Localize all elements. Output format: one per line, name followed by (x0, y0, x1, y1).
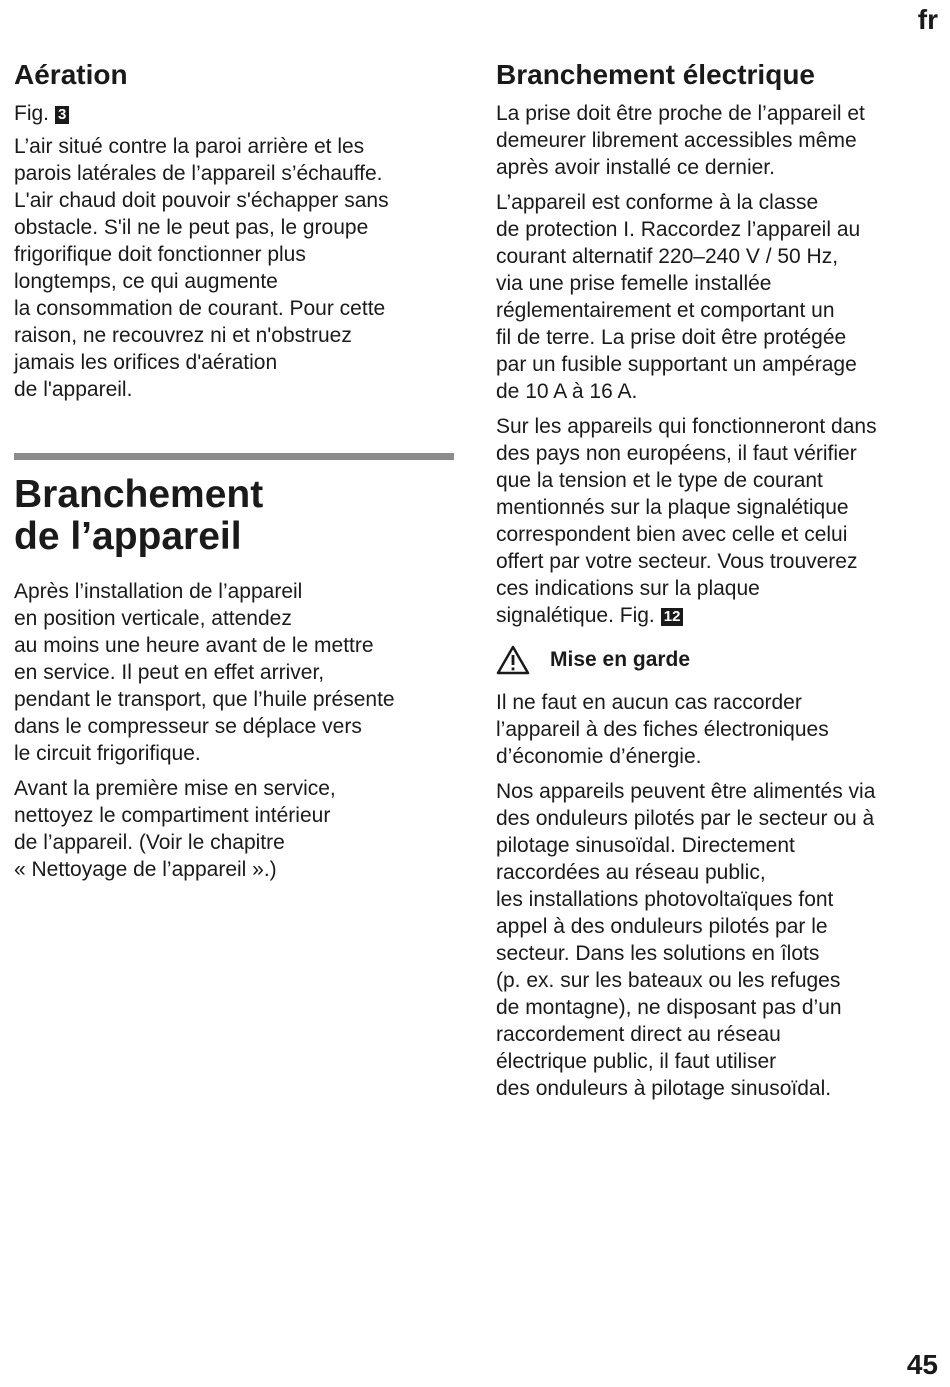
section-divider (14, 453, 454, 460)
branchement-paragraph-1: Après l’installation de l’appareil en position verticale, attendez au moins une heure avant de le mettre en service. Il peut en effet arriver, pendant le transport, que l’huile présente dans le compresseur se déplace vers le circuit frigorifique. (14, 580, 395, 765)
figure-number-badge: 3 (55, 106, 69, 124)
page-number: 45 (906, 1349, 938, 1380)
warning-triangle-icon (496, 645, 530, 675)
electrical-paragraph-3 (496, 413, 936, 629)
electrical-paragraph-5: Nos appareils peuvent être alimentés via des onduleurs pilotés par le secteur ou à pilotage sinusoïdal. Directement raccordées au réseau public, les installations photovoltaïques font appel à des onduleurs pilotés par le secteur. Dans les solutions en îlots (p. ex. sur les bateaux ou les refuges de montagne), ne disposant pas d’un raccordement direct au réseau électrique public, il faut utiliser des onduleurs à pilotage sinusoïdal. (496, 780, 876, 1100)
electrical-paragraph-1: La prise doit être proche de l’appareil et demeurer librement accessibles même après avoir installé ce dernier. (496, 102, 865, 179)
left-column (14, 58, 456, 891)
language-marker: fr (917, 4, 938, 35)
aeration-body: L’air situé contre la paroi arrière et les parois latérales de l’appareil s’échauffe. L'air chaud doit pouvoir s'échapper sans obstacle. S'il ne le peut pas, le groupe frigorifique doit fonctionner plus longtemps, ce qui augmente la consommation de courant. Pour cette raison, ne recouvrez ni et n'obstruez jamais les orifices d'aération de l'appareil. (14, 135, 389, 401)
warning-header (496, 645, 936, 675)
figure-number-badge: 12 (661, 608, 684, 626)
branchement-heading: Branchement de l’appareil (14, 473, 264, 558)
right-column (496, 58, 936, 1110)
electrical-heading: Branchement électrique (496, 59, 815, 90)
electrical-paragraph-2: L’appareil est conforme à la classe de protection I. Raccordez l’appareil au courant alternatif 220–240 V / 50 Hz, via une prise femelle installée réglementairement et comportant un fil de terre. La prise doit être protégée par un fusible supportant un ampérage de 10 A à 16 A. (496, 191, 861, 403)
electrical-paragraph-3-text: Sur les appareils qui fonctionneront dans des pays non européens, il faut vérifier que la tension et le type de courant mentionnés sur la plaque signalétique correspondent bien avec celle et celui offert par votre secteur. Vous trouverez ces indications sur la plaque signalétique. Fig. (496, 415, 877, 627)
warning-label: Mise en garde (550, 648, 691, 671)
branchement-paragraph-2: Avant la première mise en service, nettoyez le compartiment intérieur de l’appareil. (Voir le chapitre « Nettoyage de l’appareil ».) (14, 777, 336, 881)
fig-label: Fig. (14, 102, 50, 125)
electrical-paragraph-4: Il ne faut en aucun cas raccorder l’appareil à des fiches électroniques d’économie d’énergie. (496, 691, 829, 768)
aeration-fig-ref (14, 100, 456, 127)
aeration-heading: Aération (14, 59, 128, 90)
